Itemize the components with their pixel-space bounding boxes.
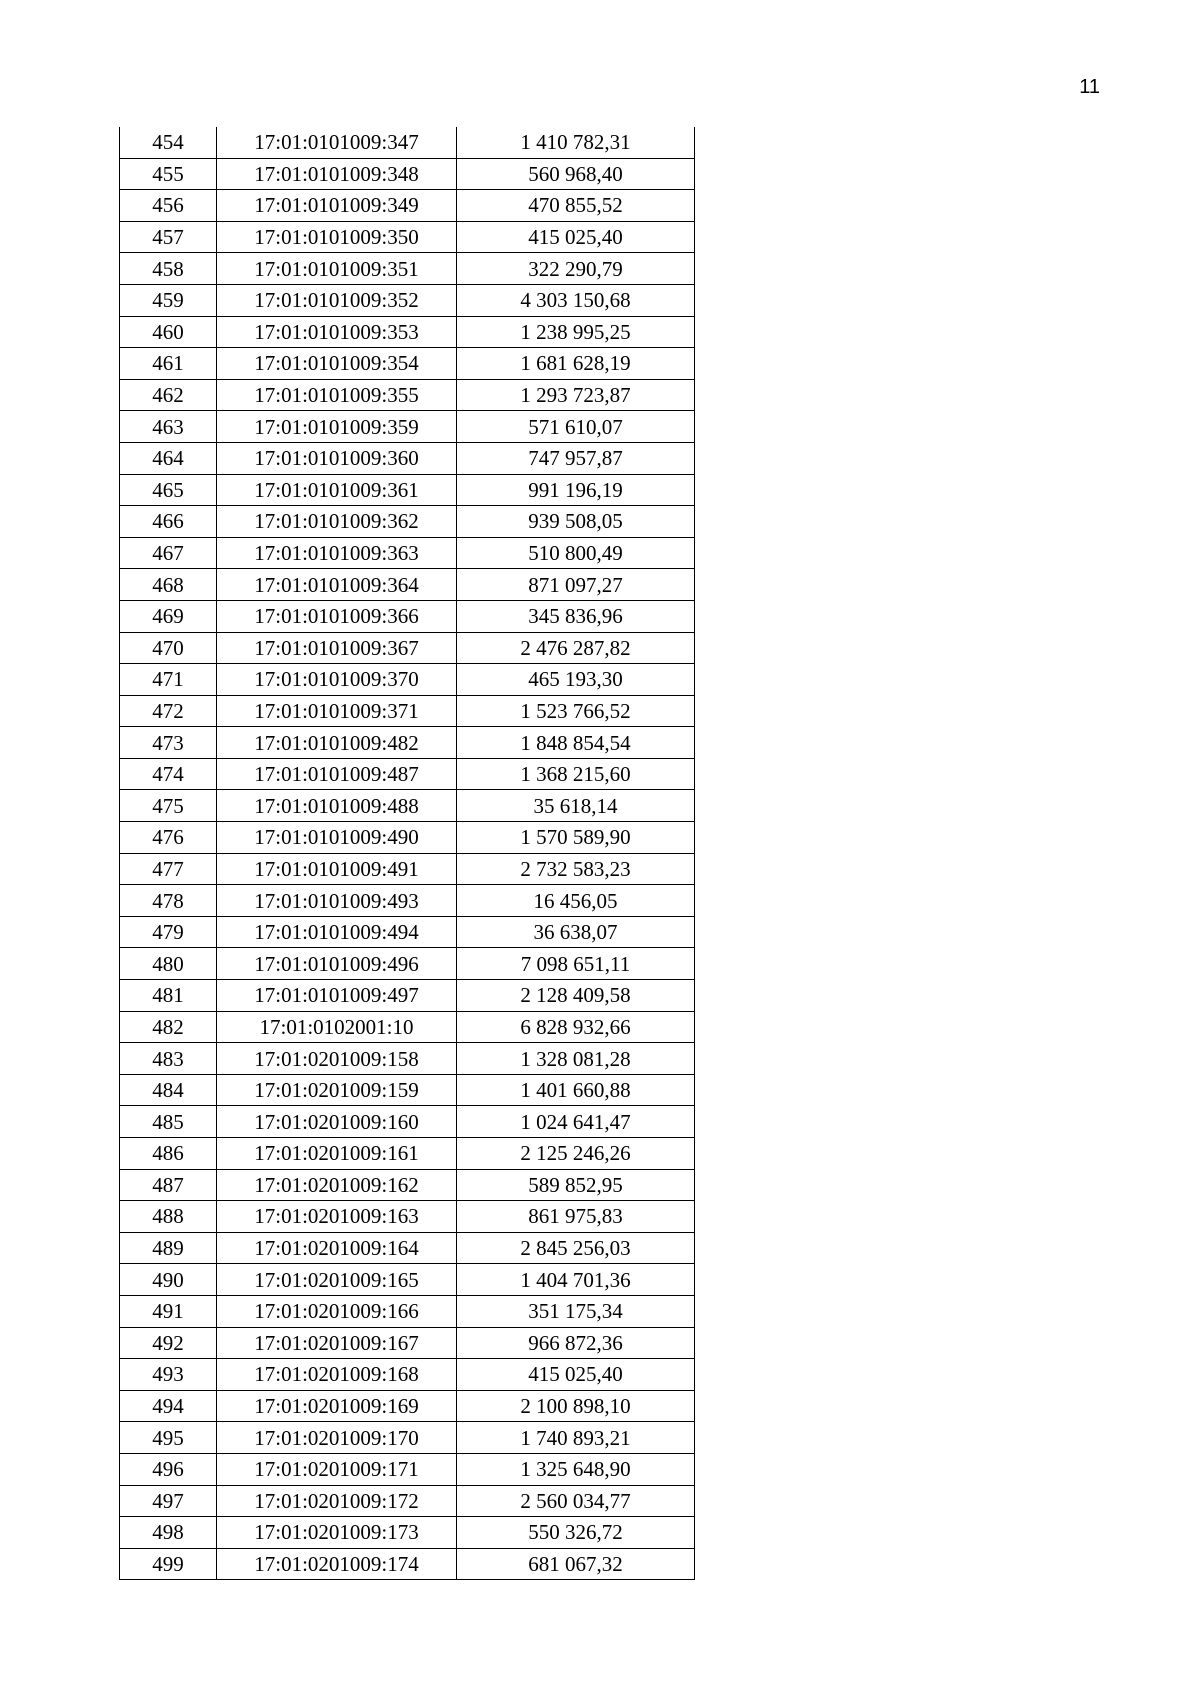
row-number-cell: 486 (120, 1138, 217, 1170)
cadastral-value-cell: 470 855,52 (457, 190, 695, 222)
cadastral-value-cell: 1 848 854,54 (457, 727, 695, 759)
row-number-cell: 488 (120, 1201, 217, 1233)
table-body (120, 127, 695, 1580)
table-row (120, 442, 695, 474)
row-number-cell: 493 (120, 1359, 217, 1391)
cadastral-number-cell: 17:01:0101009:496 (217, 948, 457, 980)
cadastral-value-cell: 1 325 648,90 (457, 1453, 695, 1485)
cadastral-value-cell: 510 800,49 (457, 537, 695, 569)
cadastral-value-cell: 2 128 409,58 (457, 980, 695, 1012)
table-row (120, 1422, 695, 1454)
cadastral-number-cell: 17:01:0101009:352 (217, 284, 457, 316)
table-row (120, 600, 695, 632)
cadastral-value-cell: 560 968,40 (457, 158, 695, 190)
cadastral-number-cell: 17:01:0101009:353 (217, 316, 457, 348)
row-number-cell: 494 (120, 1390, 217, 1422)
cadastral-value-cell: 6 828 932,66 (457, 1011, 695, 1043)
cadastral-value-cell: 345 836,96 (457, 600, 695, 632)
cadastral-number-cell: 17:01:0201009:164 (217, 1232, 457, 1264)
cadastral-value-cell: 1 410 782,31 (457, 127, 695, 158)
cadastral-value-cell: 589 852,95 (457, 1169, 695, 1201)
row-number-cell: 478 (120, 885, 217, 917)
cadastral-number-cell: 17:01:0101009:490 (217, 822, 457, 854)
cadastral-value-cell: 1 681 628,19 (457, 348, 695, 380)
cadastral-number-cell: 17:01:0101009:349 (217, 190, 457, 222)
row-number-cell: 477 (120, 853, 217, 885)
row-number-cell: 462 (120, 379, 217, 411)
table-row (120, 158, 695, 190)
row-number-cell: 496 (120, 1453, 217, 1485)
cadastral-value-cell: 871 097,27 (457, 569, 695, 601)
row-number-cell: 483 (120, 1043, 217, 1075)
row-number-cell: 498 (120, 1517, 217, 1549)
cadastral-number-cell: 17:01:0201009:169 (217, 1390, 457, 1422)
table-row (120, 822, 695, 854)
cadastral-number-cell: 17:01:0101009:355 (217, 379, 457, 411)
cadastral-number-cell: 17:01:0101009:363 (217, 537, 457, 569)
table-row (120, 474, 695, 506)
table-row (120, 1201, 695, 1233)
row-number-cell: 473 (120, 727, 217, 759)
cadastral-value-cell: 1 570 589,90 (457, 822, 695, 854)
cadastral-number-cell: 17:01:0201009:172 (217, 1485, 457, 1517)
row-number-cell: 468 (120, 569, 217, 601)
table-row (120, 537, 695, 569)
cadastral-number-cell: 17:01:0101009:370 (217, 664, 457, 696)
table-row (120, 1074, 695, 1106)
cadastral-value-cell: 7 098 651,11 (457, 948, 695, 980)
table-row (120, 632, 695, 664)
table-row (120, 980, 695, 1012)
cadastral-number-cell: 17:01:0201009:170 (217, 1422, 457, 1454)
cadastral-value-cell: 2 732 583,23 (457, 853, 695, 885)
table-row (120, 348, 695, 380)
cadastral-value-cell: 2 560 034,77 (457, 1485, 695, 1517)
cadastral-number-cell: 17:01:0201009:165 (217, 1264, 457, 1296)
cadastral-value-cell: 2 476 287,82 (457, 632, 695, 664)
row-number-cell: 454 (120, 127, 217, 158)
row-number-cell: 466 (120, 506, 217, 538)
cadastral-number-cell: 17:01:0101009:488 (217, 790, 457, 822)
cadastral-value-cell: 351 175,34 (457, 1295, 695, 1327)
table-row (120, 885, 695, 917)
table-row (120, 1548, 695, 1580)
cadastral-number-cell: 17:01:0201009:166 (217, 1295, 457, 1327)
page-number: 11 (1079, 76, 1100, 98)
cadastral-number-cell: 17:01:0201009:167 (217, 1327, 457, 1359)
row-number-cell: 470 (120, 632, 217, 664)
table-row (120, 948, 695, 980)
cadastral-value-cell: 415 025,40 (457, 221, 695, 253)
row-number-cell: 455 (120, 158, 217, 190)
cadastral-number-cell: 17:01:0101009:491 (217, 853, 457, 885)
cadastral-number-cell: 17:01:0101009:351 (217, 253, 457, 285)
cadastral-number-cell: 17:01:0101009:482 (217, 727, 457, 759)
cadastral-value-cell: 415 025,40 (457, 1359, 695, 1391)
cadastral-number-cell: 17:01:0101009:487 (217, 758, 457, 790)
row-number-cell: 479 (120, 916, 217, 948)
cadastral-number-cell: 17:01:0101009:350 (217, 221, 457, 253)
table-row (120, 569, 695, 601)
row-number-cell: 464 (120, 442, 217, 474)
cadastral-value-cell: 16 456,05 (457, 885, 695, 917)
table-row (120, 1232, 695, 1264)
cadastral-value-cell: 681 067,32 (457, 1548, 695, 1580)
cadastral-number-cell: 17:01:0201009:158 (217, 1043, 457, 1075)
cadastral-value-cell: 1 293 723,87 (457, 379, 695, 411)
cadastral-value-cell: 966 872,36 (457, 1327, 695, 1359)
row-number-cell: 489 (120, 1232, 217, 1264)
cadastral-number-cell: 17:01:0201009:159 (217, 1074, 457, 1106)
cadastral-number-cell: 17:01:0201009:161 (217, 1138, 457, 1170)
cadastral-value-cell: 571 610,07 (457, 411, 695, 443)
cadastral-number-cell: 17:01:0201009:171 (217, 1453, 457, 1485)
table-row (120, 253, 695, 285)
table-row (120, 411, 695, 443)
cadastral-value-cell: 2 125 246,26 (457, 1138, 695, 1170)
row-number-cell: 492 (120, 1327, 217, 1359)
cadastral-number-cell: 17:01:0101009:366 (217, 600, 457, 632)
cadastral-number-cell: 17:01:0101009:361 (217, 474, 457, 506)
cadastral-number-cell: 17:01:0101009:348 (217, 158, 457, 190)
row-number-cell: 465 (120, 474, 217, 506)
cadastral-value-cell: 747 957,87 (457, 442, 695, 474)
row-number-cell: 499 (120, 1548, 217, 1580)
cadastral-number-cell: 17:01:0101009:362 (217, 506, 457, 538)
cadastral-value-cell: 2 100 898,10 (457, 1390, 695, 1422)
table-row (120, 1517, 695, 1549)
cadastral-value-cell: 939 508,05 (457, 506, 695, 538)
table-row (120, 664, 695, 696)
cadastral-number-cell: 17:01:0101009:354 (217, 348, 457, 380)
table-row (120, 1390, 695, 1422)
row-number-cell: 467 (120, 537, 217, 569)
cadastral-number-cell: 17:01:0101009:360 (217, 442, 457, 474)
table-row (120, 221, 695, 253)
table-row (120, 1011, 695, 1043)
cadastral-number-cell: 17:01:0201009:174 (217, 1548, 457, 1580)
cadastral-number-cell: 17:01:0101009:367 (217, 632, 457, 664)
table-row (120, 1453, 695, 1485)
cadastral-value-cell: 322 290,79 (457, 253, 695, 285)
row-number-cell: 487 (120, 1169, 217, 1201)
row-number-cell: 459 (120, 284, 217, 316)
table-row (120, 1169, 695, 1201)
cadastral-value-cell: 1 238 995,25 (457, 316, 695, 348)
row-number-cell: 481 (120, 980, 217, 1012)
row-number-cell: 456 (120, 190, 217, 222)
cadastral-number-cell: 17:01:0101009:494 (217, 916, 457, 948)
cadastral-number-cell: 17:01:0201009:168 (217, 1359, 457, 1391)
cadastral-number-cell: 17:01:0101009:497 (217, 980, 457, 1012)
table-row (120, 284, 695, 316)
cadastral-value-cell: 991 196,19 (457, 474, 695, 506)
cadastral-value-cell: 1 523 766,52 (457, 695, 695, 727)
cadastral-value-cell: 36 638,07 (457, 916, 695, 948)
row-number-cell: 472 (120, 695, 217, 727)
row-number-cell: 461 (120, 348, 217, 380)
cadastral-number-cell: 17:01:0101009:493 (217, 885, 457, 917)
cadastral-number-cell: 17:01:0101009:364 (217, 569, 457, 601)
cadastral-number-cell: 17:01:0201009:162 (217, 1169, 457, 1201)
table-row (120, 727, 695, 759)
cadastral-value-cell: 2 845 256,03 (457, 1232, 695, 1264)
cadastral-value-cell: 465 193,30 (457, 664, 695, 696)
cadastral-number-cell: 17:01:0102001:10 (217, 1011, 457, 1043)
table-row (120, 916, 695, 948)
row-number-cell: 469 (120, 600, 217, 632)
table-row (120, 506, 695, 538)
cadastral-value-cell: 1 404 701,36 (457, 1264, 695, 1296)
table-row (120, 379, 695, 411)
row-number-cell: 458 (120, 253, 217, 285)
cadastral-number-cell: 17:01:0201009:163 (217, 1201, 457, 1233)
cadastral-value-cell: 35 618,14 (457, 790, 695, 822)
row-number-cell: 463 (120, 411, 217, 443)
table-row (120, 1138, 695, 1170)
table-row (120, 1295, 695, 1327)
row-number-cell: 484 (120, 1074, 217, 1106)
table-row (120, 758, 695, 790)
cadastral-value-cell: 1 740 893,21 (457, 1422, 695, 1454)
cadastral-number-cell: 17:01:0101009:371 (217, 695, 457, 727)
row-number-cell: 491 (120, 1295, 217, 1327)
row-number-cell: 497 (120, 1485, 217, 1517)
row-number-cell: 476 (120, 822, 217, 854)
cadastral-value-cell: 1 401 660,88 (457, 1074, 695, 1106)
table-row (120, 1485, 695, 1517)
cadastral-value-cell: 861 975,83 (457, 1201, 695, 1233)
cadastral-value-cell: 550 326,72 (457, 1517, 695, 1549)
row-number-cell: 490 (120, 1264, 217, 1296)
cadastral-number-cell: 17:01:0101009:347 (217, 127, 457, 158)
cadastral-number-cell: 17:01:0201009:160 (217, 1106, 457, 1138)
cadastral-value-cell: 1 024 641,47 (457, 1106, 695, 1138)
table-row (120, 1043, 695, 1075)
row-number-cell: 457 (120, 221, 217, 253)
row-number-cell: 471 (120, 664, 217, 696)
row-number-cell: 475 (120, 790, 217, 822)
table-row (120, 1264, 695, 1296)
cadastral-value-cell: 4 303 150,68 (457, 284, 695, 316)
row-number-cell: 460 (120, 316, 217, 348)
table-row (120, 790, 695, 822)
cadastral-value-table (119, 127, 695, 1580)
table-row (120, 1359, 695, 1391)
table-row (120, 1106, 695, 1138)
table-row (120, 695, 695, 727)
row-number-cell: 495 (120, 1422, 217, 1454)
cadastral-number-cell: 17:01:0101009:359 (217, 411, 457, 443)
table-row (120, 190, 695, 222)
cadastral-number-cell: 17:01:0201009:173 (217, 1517, 457, 1549)
row-number-cell: 482 (120, 1011, 217, 1043)
row-number-cell: 485 (120, 1106, 217, 1138)
cadastral-value-cell: 1 328 081,28 (457, 1043, 695, 1075)
table-row (120, 853, 695, 885)
table-row (120, 316, 695, 348)
cadastral-value-cell: 1 368 215,60 (457, 758, 695, 790)
table-row (120, 127, 695, 158)
row-number-cell: 474 (120, 758, 217, 790)
row-number-cell: 480 (120, 948, 217, 980)
table-row (120, 1327, 695, 1359)
